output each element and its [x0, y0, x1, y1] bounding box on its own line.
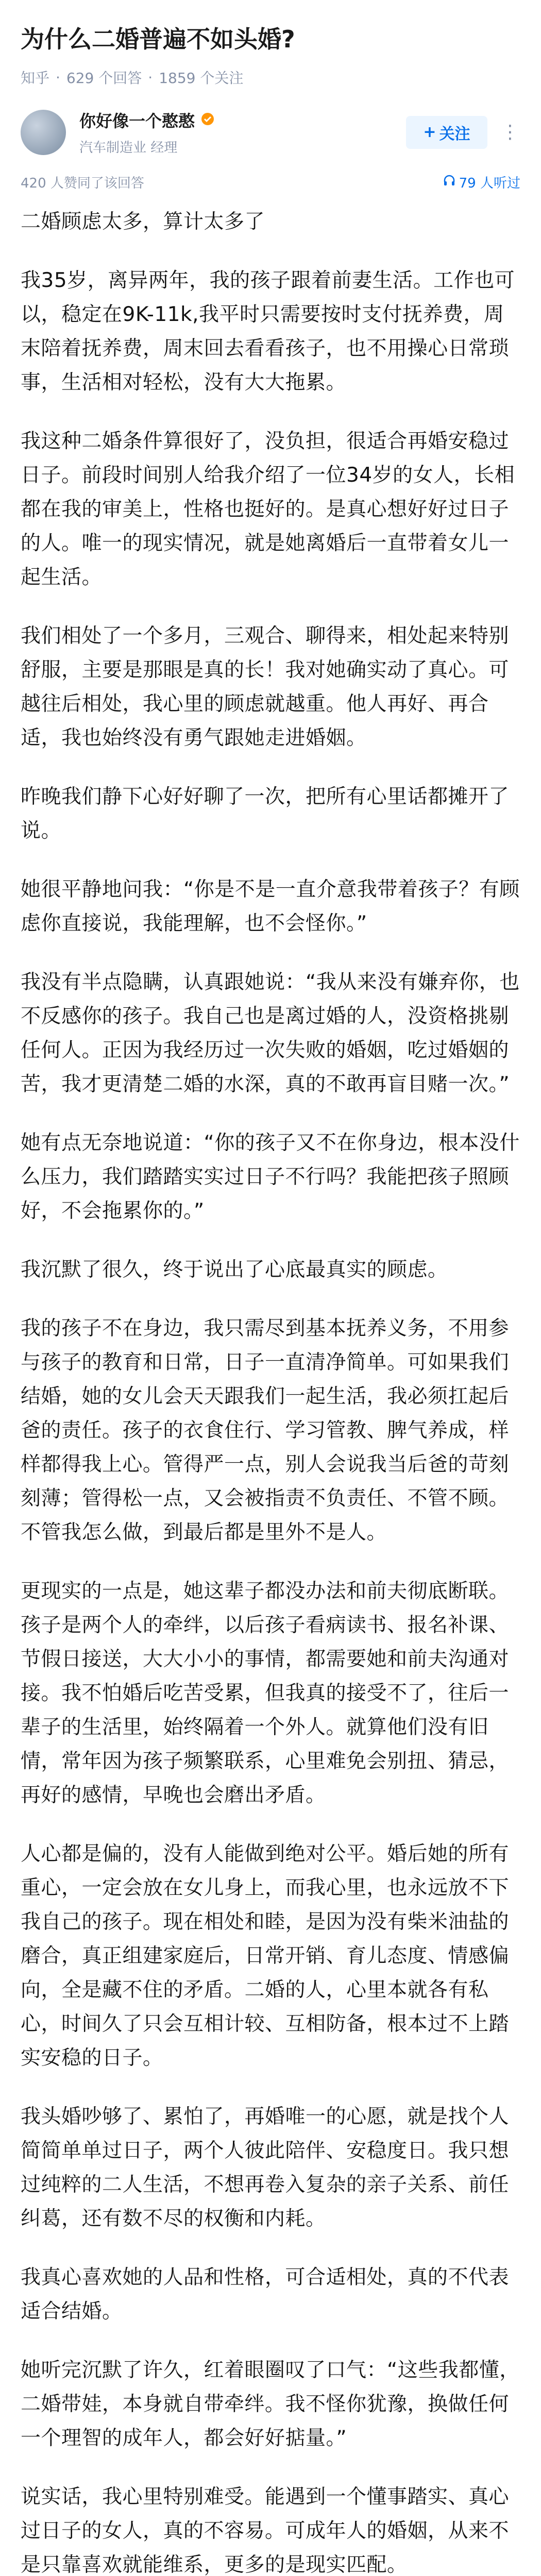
paragraph: 昨晚我们静下心好好聊了一次，把所有心里话都摊开了说。: [21, 785, 510, 842]
avatar[interactable]: [21, 110, 66, 155]
paragraph: 更现实的一点是，她这辈子都没办法和前夫彻底断联。孩子是两个人的牵绊，以后孩子看病读书、报名补课、节假日接送，大大小小的事情，都需要她和前夫沟通对接。我不怕婚后吃苦受累，但我真的接受不了，往后一辈子的生活里，始终隔着一个外人。就算他们没有旧情，常年因为孩子频繁联系，心里难免会别扭、猜忌，再好的感情，早晚也会磨出矛盾。: [21, 1580, 510, 1807]
paragraph: 二婚顾虑太多，算计太多了: [21, 210, 265, 233]
meta-dot: ·: [56, 69, 60, 86]
paragraph: 我这种二婚条件算很好了，没负担，很适合再婚安稳过日子。前段时间别人给我介绍了一位34岁的女人，长相都在我的审美上，性格也挺好的。是真心想好好过日子的人。唯一的现实情况，就是她离婚后一直带着女儿一起生活。: [21, 430, 515, 589]
source-label: 知乎: [21, 70, 50, 87]
paragraph: 说实话，我心里特别难受。能遇到一个懂事踏实、真心过日子的女人，真的不容易。可成年人的婚姻，从来不是只靠喜欢就能维系，更多的是现实匹配。: [21, 2485, 510, 2576]
plus-icon: +: [423, 123, 436, 141]
follow-label: 关注: [439, 125, 470, 143]
question-header: [0, 0, 541, 88]
follow-button[interactable]: [406, 116, 487, 149]
follower-count: 1859 个关注: [159, 70, 244, 87]
upvote-count: 420 人赞同了该回答: [21, 176, 144, 191]
answer-stats: [0, 156, 541, 192]
question-meta: [21, 67, 520, 88]
paragraph: 她听完沉默了许久，红着眼圈叹了口气：“这些我都懂，二婚带娃，本身就自带牵绊。我不怪你犹豫，换做任何一个理智的成年人，都会好好掂量。”: [21, 2359, 520, 2450]
paragraph: 我没有半点隐瞒，认真跟她说：“我从来没有嫌弃你，也不反感你的孩子。我自己也是离过婚的人，没资格挑剔任何人。正因为我经历过一次失败的婚姻，吃过婚姻的苦，我才更清楚二婚的水深，真的不敢再盲目赌一次。”: [21, 971, 520, 1096]
author-info: [79, 108, 406, 156]
headphones-icon: [443, 174, 456, 191]
answer-content: [0, 192, 541, 2576]
author-name-row: [79, 108, 406, 132]
paragraph: 她有点无奈地说道：“你的孩子又不在你身边，根本没什么压力，我们踏踏实实过日子不行吗？我能把孩子照顾好，不会拖累你的。”: [21, 1131, 520, 1223]
more-options-icon[interactable]: ⋮: [501, 122, 519, 143]
paragraph: 她很平静地问我：“你是不是一直介意我带着孩子？有顾虑你直接说，我能理解，也不会怪你。”: [21, 878, 520, 935]
listen-count: 79 人听过: [459, 176, 520, 191]
paragraph: 我35岁，离异两年，我的孩子跟着前妻生活。工作也可以，稳定在9K-11k,我平时只需要按时支付抚养费，周末陪着抚养费，周末回去看看孩子，也不用操心日常琐事，生活相对轻松，没有大大拖累。: [21, 269, 515, 394]
paragraph: 我沉默了很久，终于说出了心底最真实的顾虑。: [21, 1258, 448, 1281]
paragraph: 人心都是偏的，没有人能做到绝对公平。婚后她的所有重心，一定会放在女儿身上，而我心里，也永远放不下我自己的孩子。现在相处和睦，是因为没有柴米油盐的磨合，真正组建家庭后，日常开销、育儿态度、情感偏向，全是藏不住的矛盾。二婚的人，心里本就各有私心，时间久了只会互相计较、互相防备，根本过不上踏实安稳的日子。: [21, 1842, 510, 2070]
author-bio: 汽车制造业 经理: [79, 140, 178, 156]
listen-button[interactable]: [443, 173, 520, 192]
author-row: [0, 88, 541, 156]
badge-icon: [201, 110, 214, 130]
meta-dot: ·: [148, 69, 153, 86]
question-title[interactable]: 为什么二婚普遍不如头婚?: [21, 25, 295, 53]
paragraph: 我们相处了一个多月，三观合、聊得来，相处起来特别舒服，主要是那眼是真的长！我对她确实动了真心。可越往后相处，我心里的顾虑就越重。他人再好、再合适，我也始终没有勇气跟她走进婚姻。: [21, 624, 510, 750]
paragraph: 我的孩子不在身边，我只需尽到基本抚养义务，不用参与孩子的教育和日常，日子一直清净简单。可如果我们结婚，她的女儿会天天跟我们一起生活，我必须扛起后爸的责任。孩子的衣食住行、学习管教、脾气养成，样样都得我上心。管得严一点，别人会说我当后爸的苛刻刻薄；管得松一点，又会被指责不负责任、不管不顾。不管我怎么做，到最后都是里外不是人。: [21, 1317, 510, 1544]
paragraph: 我头婚吵够了、累怕了，再婚唯一的心愿，就是找个人简简单单过日子，两个人彼此陪伴、安稳度日。我只想过纯粹的二人生活，不想再卷入复杂的亲子关系、前任纠葛，还有数不尽的权衡和内耗。: [21, 2105, 510, 2230]
answer-count[interactable]: 629 个回答: [66, 70, 142, 87]
paragraph: 我真心喜欢她的人品和性格，可合适相处，真的不代表适合结婚。: [21, 2266, 510, 2323]
author-name[interactable]: 你好像一个憨憨: [79, 111, 195, 131]
